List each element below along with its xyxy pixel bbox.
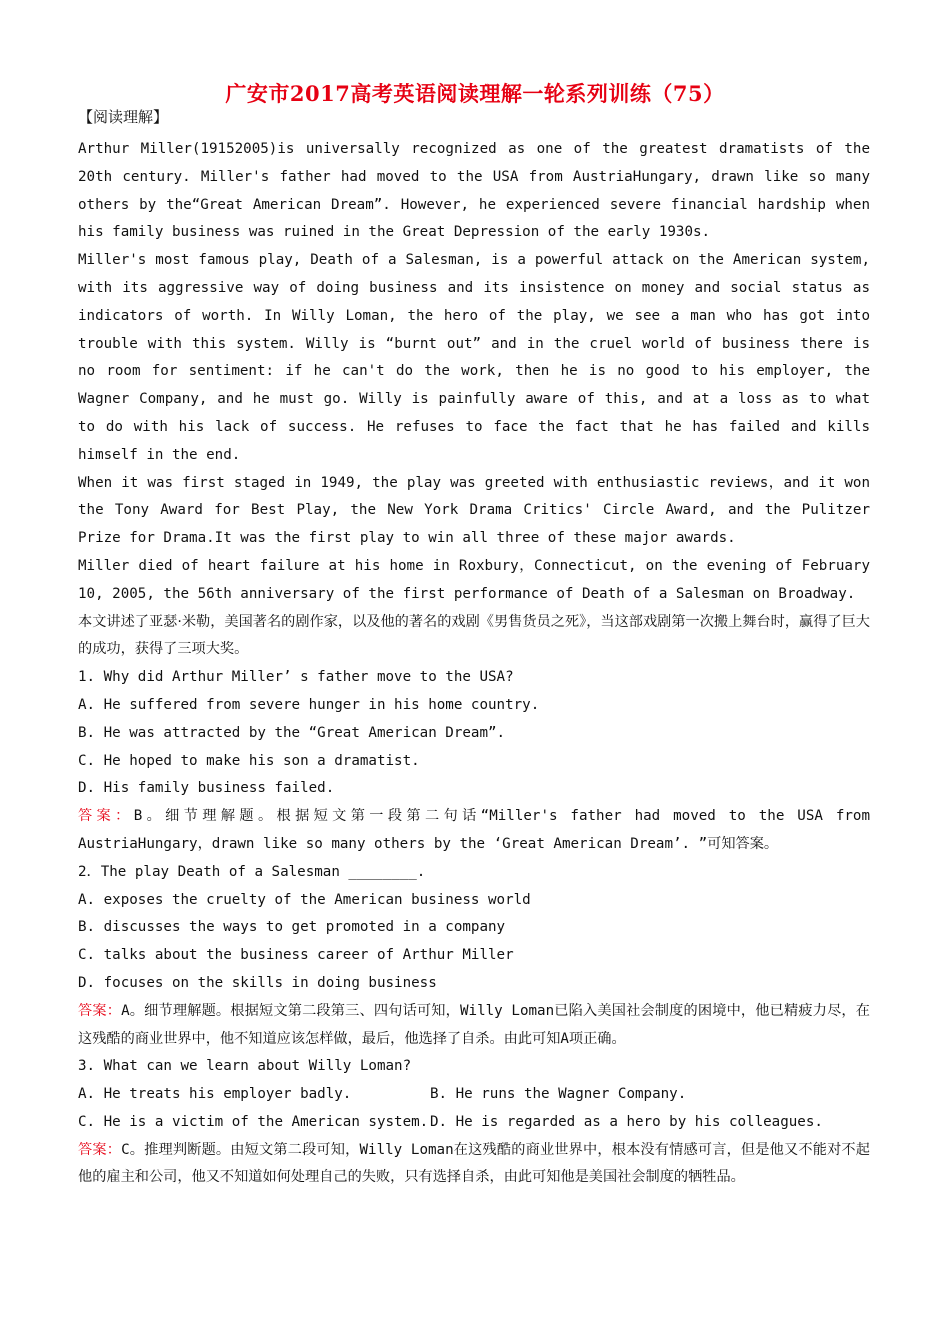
question-3-option-a: A. He treats his employer badly. (78, 1086, 352, 1103)
question-3-answer (78, 1137, 870, 1193)
question-3-option-c: C. He is a victim of the American system. (78, 1113, 429, 1130)
question-1-stem: 1. Why did Arthur Miller’ s father move to the USA? (78, 669, 514, 686)
passage-paragraph-2: Miller's most famous play, Death of a Salesman, is a powerful attack on the American system, with its aggressive way of doing business and its insistence on money and social status as indicators of worth. In Willy Loman, the hero of the play, we see a man who has got into trouble with this system. Willy is “burnt out” and in the cruel world of business there is no room for sentiment: if he can't do the work, then he is no good to his employer, the Wagner Company, and he must go. Willy is painfully aware of this, and at a loss as to what to do with his lack of success. He refuses to face the fact that he has failed and kills himself in the end. (78, 252, 870, 463)
section-heading: 【阅读理解】 (78, 108, 169, 126)
question-3-stem: 3. What can we learn about Willy Loman? (78, 1058, 412, 1075)
question-1-answer (78, 803, 870, 859)
question-2-option-c: C. talks about the business career of Arthur Miller (78, 947, 514, 964)
question-1-option-c: C. He hoped to make his son a dramatist. (78, 752, 420, 769)
document-body (78, 136, 870, 1192)
question-3-option-d: D. He is regarded as a hero by his colleagues. (430, 1113, 823, 1130)
answer-label: 答案： (78, 1141, 122, 1158)
question-3-option-b: B. He runs the Wagner Company. (430, 1086, 687, 1103)
question-1-option-d: D. His family business failed. (78, 780, 335, 797)
answer-text: B。细节理解题。根据短文第一段第二句话“Miller's father had moved to the USA from AustriaHungary，drawn like so many others by the ‘Great American Dream’. ”可知答案。 (78, 808, 870, 852)
answer-label: 答案： (78, 1002, 122, 1019)
answer-text: A。细节理解题。根据短文第二段第三、四句话可知，Willy Loman已陷入美国社会制度的困境中，他已精疲力尽，在这残酷的商业世界中，他不知道应该怎样做，最后，他选择了自杀。由此可知A项正确。 (78, 1002, 870, 1047)
question-2-stem: 2．The play Death of a Salesman ________. (78, 863, 426, 880)
answer-text: C。推理判断题。由短文第二段可知，Willy Loman在这残酷的商业世界中，根本没有情感可言，但是他又不能对不起他的雇主和公司，他又不知道如何处理自己的失败，只有选择自杀，由此可知他是美国社会制度的牺牲品。 (78, 1141, 870, 1186)
question-2-answer (78, 998, 870, 1054)
question-1-option-b: B. He was attracted by the “Great American Dream”. (78, 724, 506, 741)
page-title: 广安市2017高考英语阅读理解一轮系列训练（75） (225, 81, 725, 106)
passage-paragraph-1: Arthur Miller(19152005)is universally recognized as one of the greatest dramatists of the 20th century. Miller's father had moved to the USA from AustriaHungary, drawn like so many others by the“Great American Dream”. However, he experienced severe financial hardship when his family business was ruined in the Great Depression of the early 1930s. (78, 141, 870, 241)
passage-paragraph-4: Miller died of heart failure at his home in Roxbury，Connecticut, on the evening of February 10, 2005, the 56th anniversary of the first performance of Death of a Salesman on Broadway. (78, 557, 870, 602)
answer-label: 答案： (78, 808, 134, 825)
question-3-options-row-1 (78, 1081, 870, 1109)
question-3-options-row-2 (78, 1109, 870, 1137)
question-2-option-b: B. discusses the ways to get promoted in a company (78, 919, 506, 936)
passage-summary: 本文讲述了亚瑟·米勒，美国著名的剧作家，以及他的著名的戏剧《男售货员之死》，当这部戏剧第一次搬上舞台时，赢得了巨大的成功，获得了三项大奖。 (78, 613, 870, 658)
question-2-option-a: A. exposes the cruelty of the American business world (78, 891, 531, 908)
question-1-option-a: A. He suffered from severe hunger in his home country. (78, 696, 540, 713)
passage-paragraph-3: When it was first staged in 1949, the play was greeted with enthusiastic reviews，and it won the Tony Award for Best Play, the New York Drama Critics' Circle Award, and the Pulitzer Prize for Drama.It was the first play to win all three of these major awards. (78, 474, 870, 547)
question-2-option-d: D. focuses on the skills in doing business (78, 974, 437, 991)
